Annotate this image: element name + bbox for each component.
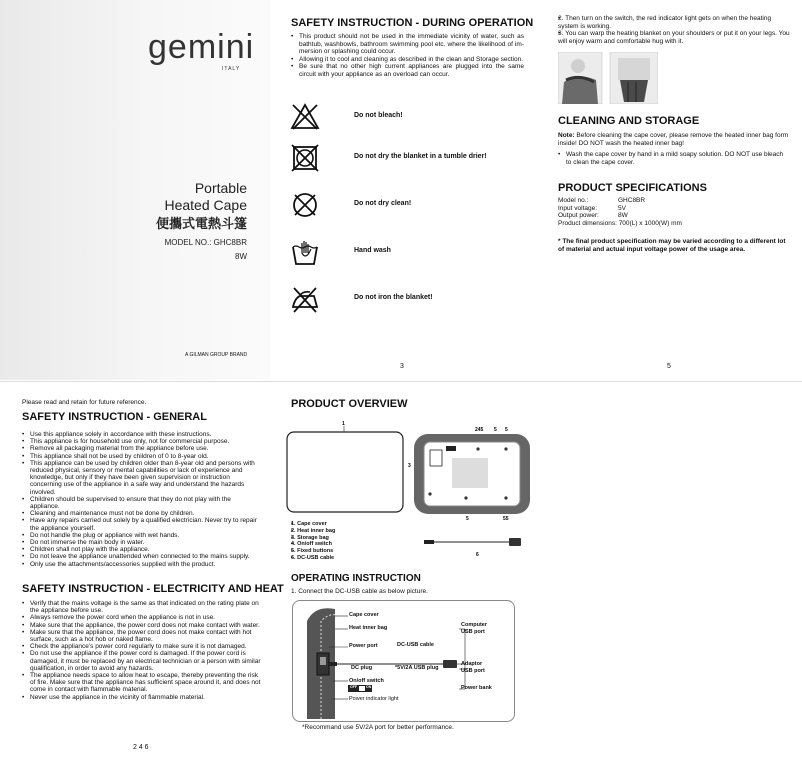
list-item: • Always remove the power cord when the appliance is not in use. xyxy=(22,614,262,621)
label-power-bank: Power bank xyxy=(461,685,492,691)
list-item: • 2. Heat inner bag xyxy=(291,528,335,535)
connection-diagram xyxy=(292,600,515,722)
during-operation-list xyxy=(291,33,524,79)
callout-5c: 5 xyxy=(466,516,469,522)
list-item: • Children shall not play with the appliance. xyxy=(22,546,262,553)
label-dc-plug: DC plug xyxy=(351,665,373,671)
list-item: • Check the appliance's power cord regularly to make sure it is not damaged. xyxy=(22,643,262,650)
list-item: • Children should be supervised to ensure that they do not play with the appliance. xyxy=(22,496,262,510)
steps-list xyxy=(558,15,790,45)
electricity-list xyxy=(22,600,262,701)
list-item: • Make sure that the appliance, the power cord does not make contact with water. xyxy=(22,622,262,629)
usage-illustration xyxy=(558,52,658,104)
list-item: • 1. Cape cover xyxy=(291,521,335,528)
label-computer-usb: Computer USB port xyxy=(461,622,487,635)
general-list xyxy=(22,431,262,568)
list-item: • Do not immerse the main body in water. xyxy=(22,539,262,546)
list-item: • Wash the cape cover by hand in a mild soapy solution. DO NOT use bleach to clean the cape cover. xyxy=(558,151,790,166)
callout-1: 1 xyxy=(342,421,345,427)
list-item: • The appliance needs space to allow heat to escape, thereby preventing the risk of fire. Make sure that the appliance has sufficient space around it, and does not come in contact with flammable material. xyxy=(22,672,262,694)
brand-logo: gemini xyxy=(148,28,255,66)
list-item: • Remove all packaging material from the appliance before use. xyxy=(22,445,262,452)
label-indicator-light: Power indicator light xyxy=(349,696,399,702)
label-usb-plug: *5V/2A USB plug xyxy=(395,665,439,671)
list-item: • This appliance shall not be used by children of 0 to 8-year old. xyxy=(22,453,262,460)
brand-logo-sub: ITALY xyxy=(222,66,241,72)
page-number: 5 xyxy=(667,363,671,370)
list-item: • 3. You can warp the heating blanket on your shoulders or put it on your legs. You will enjoy warm and comfortable hug with it. xyxy=(558,30,790,45)
list-item: • 2. Then turn on the switch, the red indicator light gets on when the heating system is working. xyxy=(558,15,790,30)
recommend-note: *Recommand use 5V/2A port for better performance. xyxy=(302,724,454,731)
label-power-port: Power port xyxy=(349,643,378,649)
list-item: • 6. DC-USB cable xyxy=(291,555,335,562)
electricity-heading: SAFETY INSTRUCTION - ELECTRICITY AND HEAT xyxy=(22,583,284,595)
list-item: • This product should not be used in the immediate vicinity of water, such as bathtub, washbowls, bathroom swimming pool etc. where the likelihood of im-mersion or splashing could occur. xyxy=(291,33,524,56)
cover-power: 8W xyxy=(235,252,247,261)
cape-cover-shape xyxy=(287,432,403,512)
label-onoff-switch: On/off switch xyxy=(349,678,384,684)
list-item: • Verify that the mains voltage is the same as that indicated on the rating plate on the appliance before use. xyxy=(22,600,262,614)
care-row xyxy=(290,143,520,173)
spec-row: Input voltage: 5V xyxy=(558,204,626,212)
list-item: • Never use the appliance in the vicinity of flammable material. xyxy=(22,694,262,701)
callout-55: 55 xyxy=(503,516,509,522)
general-heading: SAFETY INSTRUCTION - GENERAL xyxy=(22,411,207,423)
note-label: Note: xyxy=(558,132,575,139)
note-text: Before cleaning the cape cover, please remove the heated inner bag form inside! DO NOT wash the heated inner bag! xyxy=(558,132,789,147)
callout-5b: 5 xyxy=(505,427,508,433)
divider xyxy=(0,381,802,382)
label-heat-inner-bag: Heat inner bag xyxy=(349,625,388,631)
cover-model: MODEL NO.: GHC8BR xyxy=(164,238,247,247)
label-adaptor-usb: Adaptor USB port xyxy=(461,661,485,674)
callout-245: 245 xyxy=(475,427,484,433)
page-number: 3 xyxy=(400,363,404,370)
list-item: • This appliance can be used by children older than 8-year old and persons with reduced physical, sensory or mental capabilities or lack of experience and knowledge, but only if they have been given supervision or instruction concerning use of the appliance in a safe way and understand the hazards involved. xyxy=(22,460,262,496)
care-label: Hand wash xyxy=(354,247,391,254)
callout-5a: 5 xyxy=(494,427,497,433)
cleaning-heading: CLEANING AND STORAGE xyxy=(558,115,700,127)
care-row xyxy=(290,237,520,267)
care-label: Do not iron the blanket! xyxy=(354,294,433,301)
no-bleach-icon xyxy=(290,102,320,132)
cover-title-line2: Heated Cape xyxy=(164,197,247,213)
list-item: • Use this appliance solely in accordance with these instructions. xyxy=(22,431,262,438)
list-item: • Only use the attachments/accessories supplied with the product. xyxy=(22,561,262,568)
retain-note: Please read and retain for future reference. xyxy=(22,399,147,406)
list-item: • Be sure that no other high current appliances are plugged into the same circuit with your appliance as an overload can occur. xyxy=(291,63,524,78)
spec-row: Output power: 8W xyxy=(558,212,628,220)
overview-heading: PRODUCT OVERVIEW xyxy=(291,398,408,410)
final-note: * The final product specification may be varied according to a different lot of material and actual input voltage power of the usage area. xyxy=(558,238,786,253)
hand-wash-icon xyxy=(290,237,320,267)
list-item: • Do not use the appliance if the power cord is damaged. If the power cord is damaged, it must be replaced by an electrical technician or a person with similar qualification, in order to avoid any hazards. xyxy=(22,650,262,672)
list-item: • This appliance is for household use only, not for commercial purpose. xyxy=(22,438,262,445)
list-item: • 4. On/off switch xyxy=(291,541,335,548)
spec-table xyxy=(558,197,758,227)
parts-list xyxy=(291,521,335,562)
list-item: • Do not handle the plug or appliance with wet hands. xyxy=(22,532,262,539)
callout-3: 3 xyxy=(408,463,411,469)
care-row xyxy=(290,102,520,132)
list-item: • Make sure that the appliance, the power cord does not make contact with hot surface, such as a hot hob or naked flame. xyxy=(22,629,262,643)
care-row xyxy=(290,284,520,314)
spec-heading: PRODUCT SPECIFICATIONS xyxy=(558,182,707,194)
callout-6: 6 xyxy=(476,552,479,558)
operating-step: 1. Connect the DC-USB cable as below picture. xyxy=(291,588,428,595)
care-label: Do not bleach! xyxy=(354,112,403,119)
spec-dimensions: Product dimensions: 700(L) x 1000(W) mm xyxy=(558,219,682,227)
cover-company: A GILMAN GROUP BRAND xyxy=(185,352,248,358)
list-item: • Do not leave the appliance unattended when connected to the mains supply. xyxy=(22,553,262,560)
list-item: • Cleaning and maintenance must not be done by children. xyxy=(22,510,262,517)
operating-heading: OPERATING INSTRUCTION xyxy=(291,573,421,584)
no-tumble-dry-icon xyxy=(290,143,320,173)
care-label: Do not dry the blanket in a tumble drier! xyxy=(354,153,487,160)
label-dc-usb-cable: DC-USB cable xyxy=(397,642,434,648)
list-item: • Allowing it to cool and cleaning as described in the clean and Storage section. xyxy=(291,56,524,64)
page-number: 2 4 6 xyxy=(133,744,149,751)
label-on: ON xyxy=(366,685,372,689)
list-item: • 3. Storage bag xyxy=(291,535,335,542)
list-item: • Have any repairs carried out solely by a qualified electrician. Never try to repair the appliance yourself. xyxy=(22,517,262,531)
cleaning-note xyxy=(558,132,790,147)
list-item: • 5. Fixed buttons xyxy=(291,548,335,555)
no-dry-clean-icon xyxy=(290,190,320,220)
cleaning-list xyxy=(558,151,790,166)
cover-title-cn: 便攜式電熱斗篷 xyxy=(155,216,247,231)
label-cape-cover: Cape cover xyxy=(349,612,379,618)
during-operation-heading: SAFETY INSTRUCTION - DURING OPERATION xyxy=(291,17,534,29)
care-label: Do not dry clean! xyxy=(354,200,412,207)
no-iron-icon xyxy=(290,284,320,314)
cover-title-line1: Portable xyxy=(194,180,247,196)
care-row xyxy=(290,190,520,220)
label-off: OFF xyxy=(350,685,357,689)
spec-row: Model no.: GHC8BR xyxy=(558,197,646,204)
